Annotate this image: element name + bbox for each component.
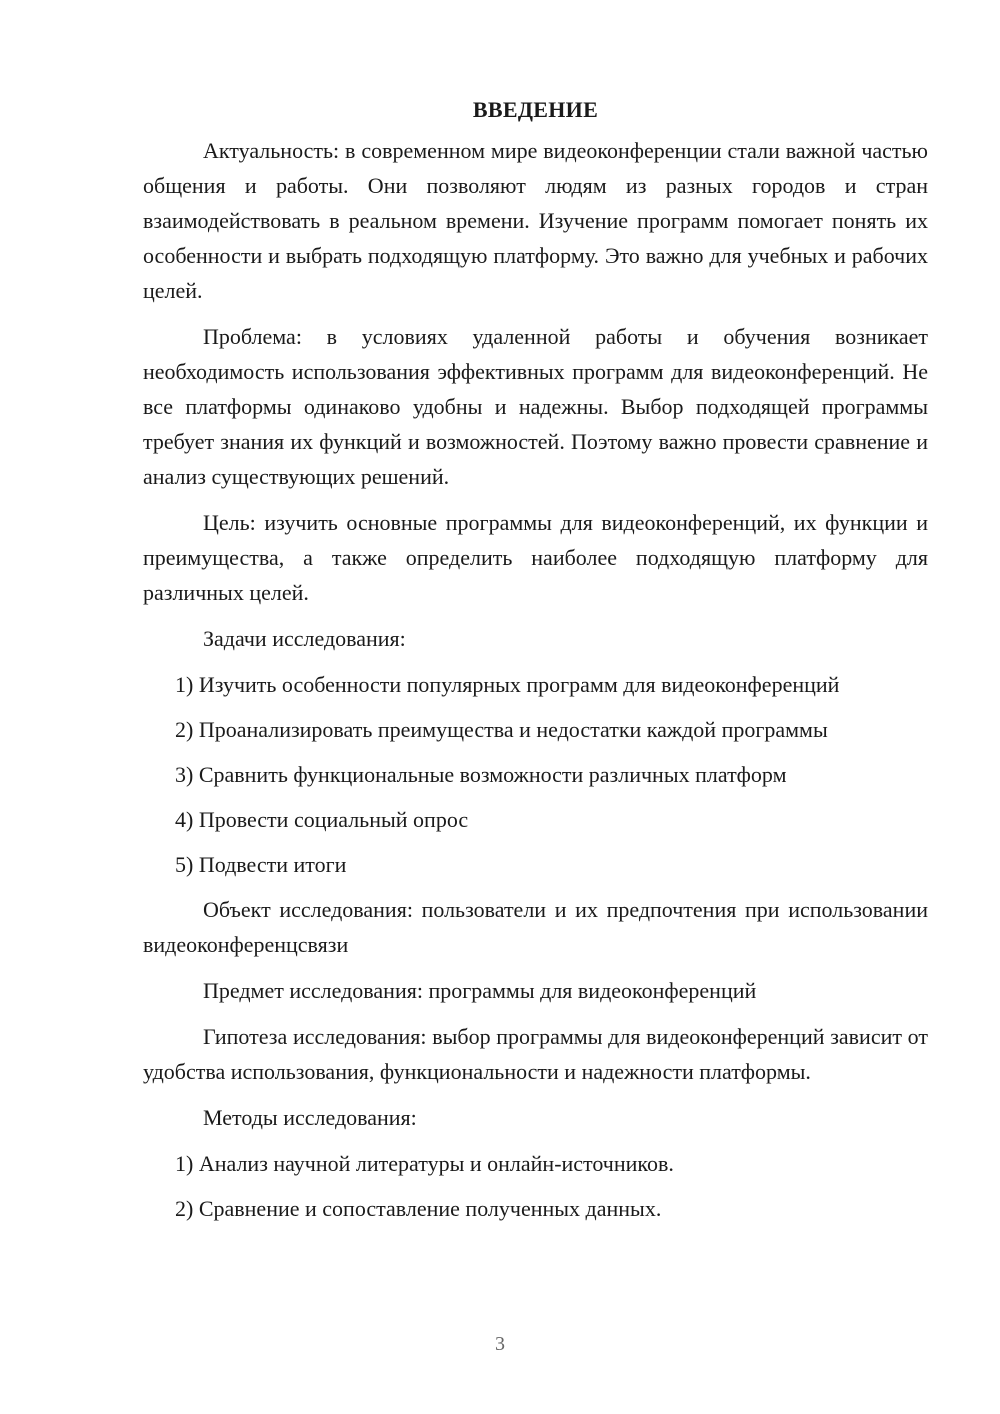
relevance-paragraph: Актуальность: в современном мире видеоконференции стали важной частью общения и работы. Они позволяют людям из разных городов и стран взаимодействовать в реальном времени. Изучение программ помогает понять их особенности и выбрать подходящую платформу. Это важно для учебных и рабочих целей.	[143, 138, 928, 303]
list-item: 5) Подвести итоги	[175, 852, 347, 877]
list-item: 2) Проанализировать преимущества и недостатки каждой программы	[175, 717, 828, 742]
list-item: 3) Сравнить функциональные возможности различных платформ	[175, 762, 787, 787]
object-paragraph: Объект исследования: пользователи и их предпочтения при использовании видеоконференцсвязи	[143, 897, 928, 957]
list-item: 1) Изучить особенности популярных программ для видеоконференций	[175, 672, 840, 697]
hypothesis-paragraph: Гипотеза исследования: выбор программы для видеоконференций зависит от удобства использования, функциональности и надежности платформы.	[143, 1024, 928, 1084]
list-item: 2) Сравнение и сопоставление полученных данных.	[175, 1196, 662, 1221]
tasks-list	[143, 667, 928, 882]
page-number: 3	[495, 1333, 505, 1355]
methods-list	[143, 1146, 928, 1226]
document-page	[143, 92, 928, 1236]
list-item: 4) Провести социальный опрос	[175, 807, 469, 832]
section-title: ВВЕДЕНИЕ	[472, 97, 599, 122]
list-item: 1) Анализ научной литературы и онлайн-источников.	[175, 1151, 674, 1176]
methods-heading: Методы исследования:	[203, 1105, 417, 1130]
goal-paragraph: Цель: изучить основные программы для видеоконференций, их функции и преимущества, а также определить наиболее подходящую платформу для различных целей.	[143, 510, 928, 605]
tasks-heading: Задачи исследования:	[203, 626, 406, 651]
problem-paragraph: Проблема: в условиях удаленной работы и обучения возникает необходимость использования эффективных программ для видеоконференций. Не все платформы одинаково удобны и надежны. Выбор подходящей программы требует знания их функций и возможностей. Поэтому важно провести сравнение и анализ существующих решений.	[143, 324, 928, 489]
subject-paragraph: Предмет исследования: программы для видеоконференций	[203, 978, 757, 1003]
